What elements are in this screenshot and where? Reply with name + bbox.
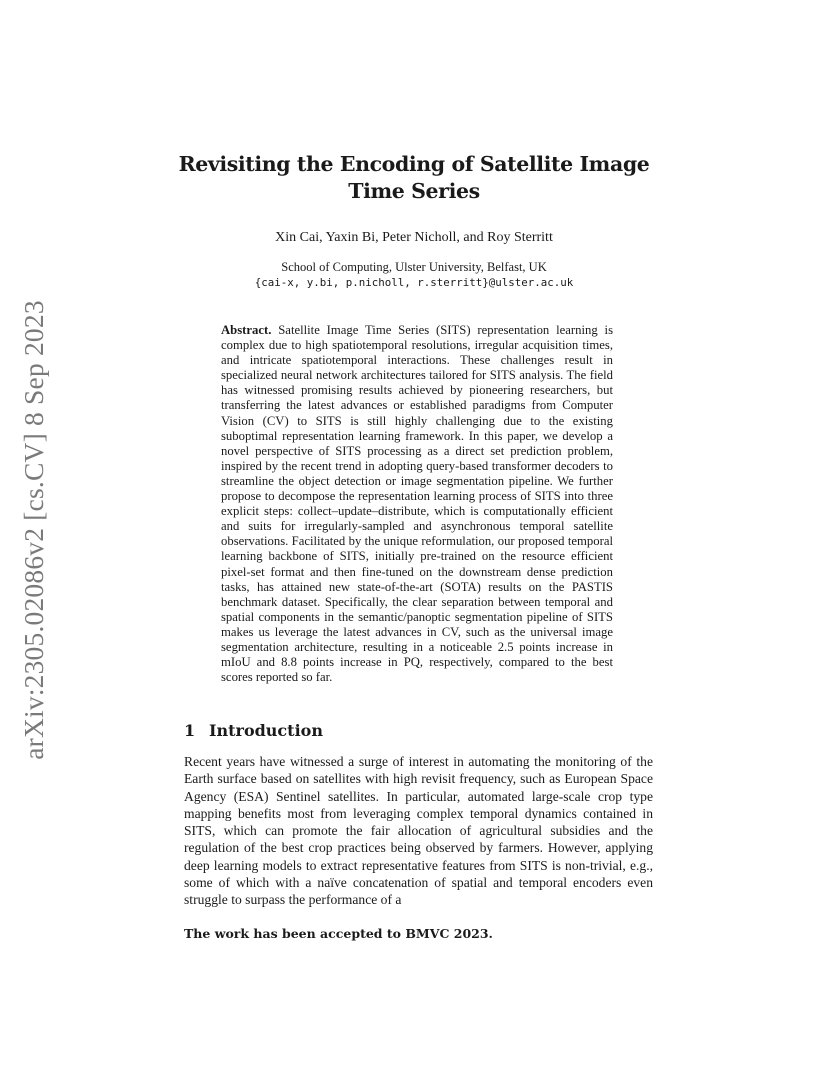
section-heading-introduction (184, 721, 654, 740)
paper-title: Revisiting the Encoding of Satellite Image Time Series (178, 152, 650, 203)
abstract-label: Abstract. (221, 323, 272, 337)
abstract (221, 323, 613, 685)
arxiv-identifier: arXiv:2305.02086v2 [cs.CV] 8 Sep 2023 (18, 300, 49, 760)
acceptance-note: The work has been accepted to BMVC 2023. (184, 926, 493, 941)
section-number: 1 (184, 721, 196, 740)
affiliation: School of Computing, Ulster University, Belfast, UK (281, 260, 547, 274)
affiliation-block (150, 259, 678, 291)
introduction-paragraph: Recent years have witnessed a surge of interest in automating the monitoring of the Earth surface based on satellites with high revisit frequency, such as European Space Agency (ESA) Sentinel satellites. In particular, automated large-scale crop type mapping benefits most from leveraging complex temporal dynamics contained in SITS, which can promote the fair allocation of agricultural subsidies and the regulation of the best crop practices being observed by farmers. However, applying deep learning models to extract representative features from SITS is non-trivial, e.g., some of which with a naïve concatenation of spatial and temporal encoders even struggle to surpass the performance of a (184, 754, 653, 908)
arxiv-side-stamp (14, 295, 54, 765)
section-title: Introduction (209, 721, 323, 740)
author-list: Xin Cai, Yaxin Bi, Peter Nicholl, and Roy Sterritt (275, 230, 553, 245)
abstract-text: Satellite Image Time Series (SITS) representation learning is complex due to high spatiotemporal resolutions, irregular acquisition times, and intricate spatiotemporal interactions. These challenges result in specialized neural network architectures tailored for SITS analysis. The field has witnessed promising results achieved by pioneering researchers, but transferring the latest advances or established paradigms from Computer Vision (CV) to SITS is still highly challenging due to the existing suboptimal representation learning framework. In this paper, we develop a novel perspective of SITS processing as a direct set prediction problem, inspired by the recent trend in adopting query-based transformer decoders to streamline the object detection or image segmentation pipeline. We further propose to decompose the representation learning process of SITS into three explicit steps: collect–update–distribute, which is computationally efficient and suits for irregularly-sampled and asynchronous temporal satellite observations. Facilitated by the unique reformulation, our proposed temporal learning backbone of SITS, initially pre-trained on the resource efficient pixel-set format and then fine-tuned on the downstream dense prediction tasks, has attained new state-of-the-art (SOTA) results on the PASTIS benchmark dataset. Specifically, the clear separation between temporal and spatial components in the semantic/panoptic segmentation pipeline of SITS makes us leverage the latest advances in CV, such as the universal image segmentation architecture, resulting in a noticeable 2.5 points increase in mIoU and 8.8 points increase in PQ, respectively, compared to the best scores reported so far. (221, 323, 614, 685)
author-emails: {cai-x, y.bi, p.nicholl, r.sterritt}@ulster.ac.uk (254, 276, 574, 289)
